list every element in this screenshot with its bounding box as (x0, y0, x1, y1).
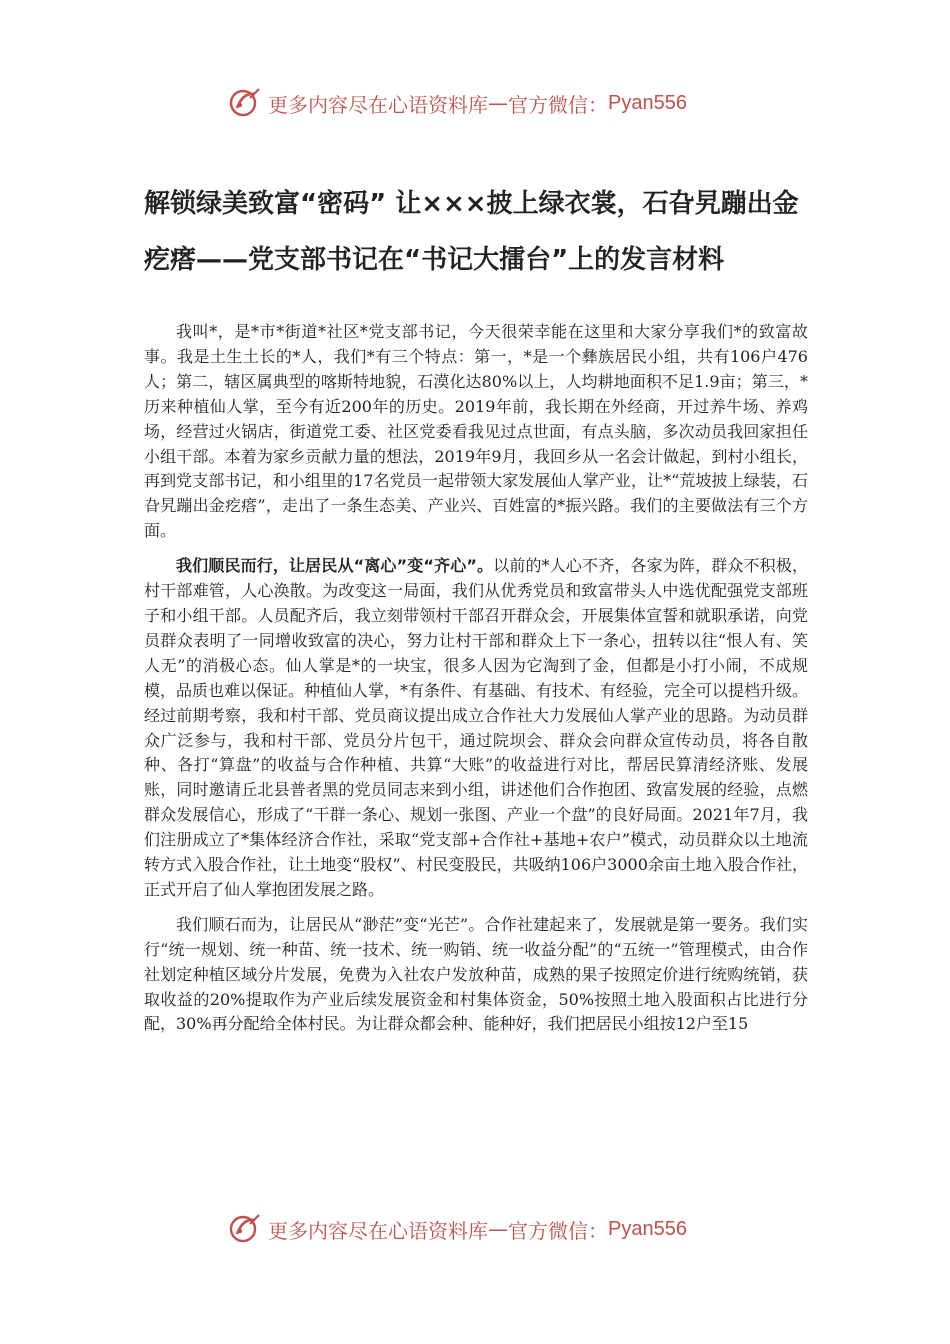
banner-text: 更多内容尽在心语资料库 (268, 92, 488, 117)
banner-separator: — (488, 1217, 508, 1241)
banner-separator: — (488, 91, 508, 115)
paragraph-lead: 我们顺民而行，让居民从“离心”变“齐心”。 (176, 556, 494, 576)
banner-label: 官方微信： (508, 1218, 608, 1243)
paragraph-text: 我们顺石而为，让居民从“渺茫”变“光芒”。合作社建起来了，发展就是第一要务。我们实行“统一规划、统一种苗、统一技术、统一购销、统一收益分配”的“五统一”管理模式，由合作社划定种植区域分片发展，免费为入社农户发放种苗，成熟的果子按照定价进行统购统销，获取收益的20%提取作为产业后续发展资金和村集体资金，50%按照土地入股面积占比进行分配，30%再分配给全体村民。为让群众都会种、能种好，我们把居民小组按12户至15 (144, 914, 808, 1034)
logo-icon (228, 1212, 262, 1246)
paragraph-text: 我叫*，是*市*街道*社区*党支部书记，今天很荣幸能在这里和大家分享我们*的致富故事。我是土生土长的*人，我们*有三个特点：第一，*是一个彝族居民小组，共有106户476人；第二，辖区属典型的喀斯特地貌，石漠化达80%以上，人均耕地面积不足1.9亩；第三，*历来种植仙人掌，至今有近200年的历史。2019年前，我长期在外经商，开过养牛场、养鸡场，经营过火锅店，街道党工委、社区党委看我见过点世面，有点头脑，多次动员我回家担任小组干部。本着为家乡贡献力量的想法，2019年9月，我回乡从一名会计做起，到村小组长，再到党支部书记，和小组里的17名党员一起带领大家发展仙人掌产业，让*“荒坡披上绿装，石旮旯蹦出金疙瘩”，走出了一条生态美、产业兴、百姓富的*振兴路。我们的主要做法有三个方面。 (144, 322, 808, 541)
banner-text: 更多内容尽在心语资料库 (268, 1218, 488, 1243)
footer-banner (228, 1212, 748, 1246)
paragraph-2 (144, 554, 808, 903)
paragraph-1 (144, 320, 808, 544)
banner-wechat-id: Pyan556 (608, 1217, 687, 1240)
paragraph-text: 以前的*人心不齐，各家为阵，群众不积极，村干部难管，人心涣散。为改变这一局面，我们从优秀党员和致富带头人中选优配强党支部班子和小组干部。人员配齐后，我立刻带领村干部召开群众会，开展集体宣誓和就职承诺，向党员群众表明了一同增收致富的决心，努力让村干部和群众上下一条心，扭转以往“恨人有、笑人无”的消极心态。仙人掌是*的一块宝，很多人因为它淘到了金，但都是小打小闹，不成规模，品质也难以保证。种植仙人掌，*有条件、有基础、有技术、有经验，完全可以提档升级。经过前期考察，我和村干部、党员商议提出成立合作社大力发展仙人掌产业的思路。为动员群众广泛参与，我和村干部、党员分片包干，通过院坝会、群众会向群众宣传动员，将各自散种、各打“算盘”的收益与合作种植、共算“大账”的收益进行对比，帮居民算清经济账、发展账，同时邀请丘北县普者黑的党员同志来到小组，讲述他们合作抱团、致富发展的经验，点燃群众发展信心，形成了“干群一条心、规划一张图、产业一个盘”的良好局面。2021年7月，我们注册成立了*集体经济合作社，采取“党支部+合作社+基地+农户”模式，动员群众以土地流转方式入股合作社，让土地变“股权”、村民变股民，共吸纳106户3000余亩土地入股合作社，正式开启了仙人掌抱团发展之路。 (144, 556, 809, 899)
paragraph-3 (144, 913, 808, 1038)
banner-wechat-id: Pyan556 (608, 91, 687, 114)
document-body (144, 320, 808, 1047)
header-banner (228, 86, 748, 120)
logo-icon (228, 86, 262, 120)
banner-label: 官方微信： (508, 92, 608, 117)
document-title: 解锁绿美致富“密码” 让×××披上绿衣裳，石旮旯蹦出金疙瘩——党支部书记在“书记大擂台”上的发言材料 (144, 189, 799, 275)
